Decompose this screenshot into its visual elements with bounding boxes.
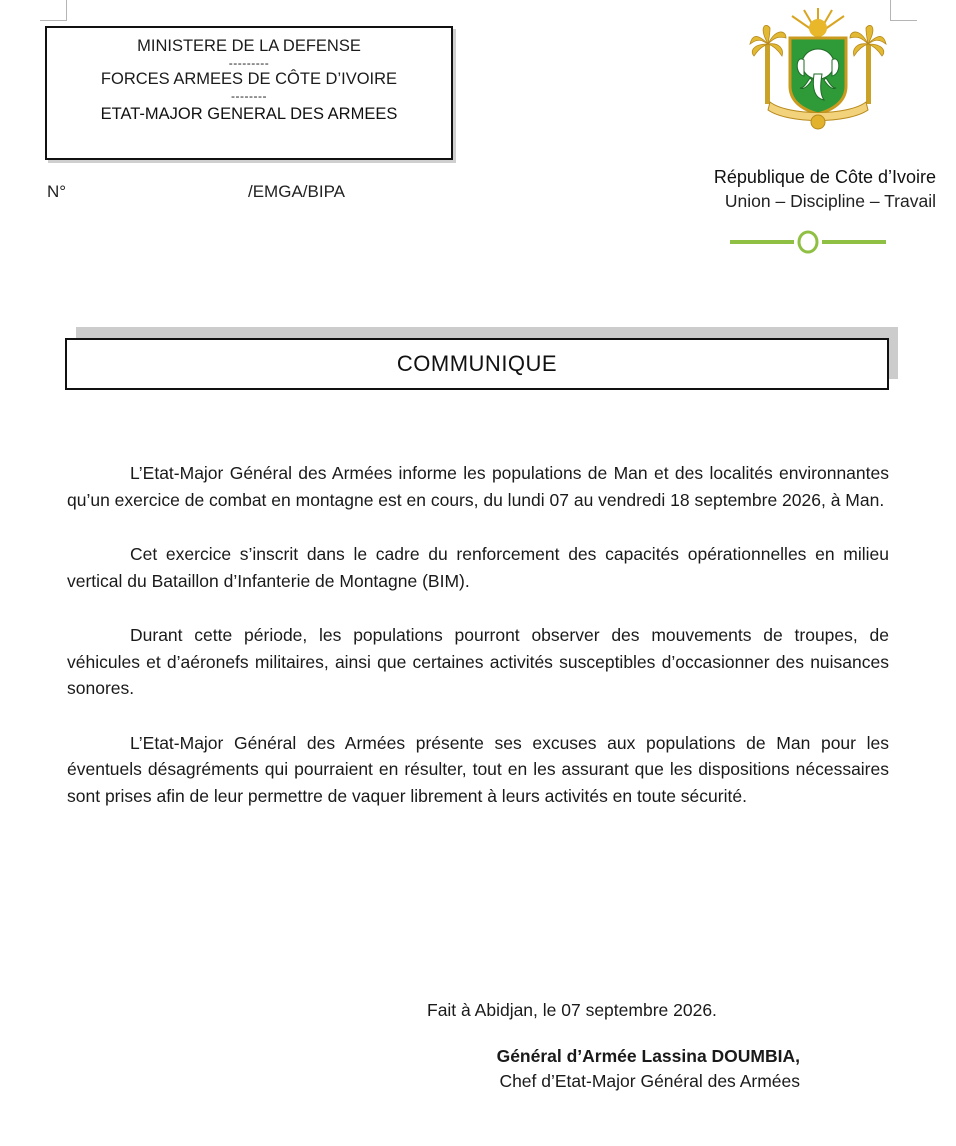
crop-mark-top-right — [890, 0, 917, 21]
reference-code: /EMGA/BIPA — [248, 182, 345, 201]
title-banner — [65, 338, 889, 390]
document-title: COMMUNIQUE — [396, 351, 558, 376]
ministry-name: MINISTERE DE LA DEFENSE — [137, 37, 361, 55]
republic-motto: Union – Discipline – Travail — [724, 191, 936, 211]
reference-number-label: N° — [47, 182, 67, 201]
body-paragraph: L’Etat-Major Général des Armées informe les populations de Man et des localités environnantes qu’un exercice de combat en montagne est en cours, du lundi 07 au vendredi 18 septembre 2026, à Man. — [67, 463, 889, 510]
forces-name: FORCES ARMEES DE CÔTE D’IVOIRE — [100, 70, 398, 88]
republic-heading — [660, 165, 936, 213]
header-separator: -------- — [231, 89, 267, 103]
crop-mark-top-left — [40, 0, 67, 21]
place-and-date: Fait à Abidjan, le 07 septembre 2026. — [427, 1000, 717, 1020]
body-paragraph: Durant cette période, les populations pourront observer des mouvements de troupes, de véhicules et d’aéronefs militaires, ainsi que certaines activités susceptibles d’occasionner des nuisances sonores. — [67, 625, 889, 698]
communique-body — [67, 460, 889, 837]
header-separator: --------- — [228, 56, 270, 70]
signature-block — [440, 1044, 800, 1094]
body-paragraph: Cet exercice s’inscrit dans le cadre du renforcement des capacités opérationnelles en milieu vertical du Bataillon d’Infanterie de Montagne (BIM). — [67, 544, 889, 591]
republic-name: République de Côte d’Ivoire — [713, 167, 936, 187]
body-paragraph: L’Etat-Major Général des Armées présente ses excuses aux populations de Man pour les éventuels désagréments qui pourraient en résulter, tout en les assurant que les dispositions nécessaires sont prises afin de leur permettre de vaquer librement à leurs activités en toute sécurité. — [67, 732, 889, 806]
divider-ornament-icon — [728, 230, 888, 254]
signatory-role: Chef d’Etat-Major Général des Armées — [499, 1071, 800, 1091]
staff-name: ETAT-MAJOR GENERAL DES ARMEES — [100, 105, 398, 123]
signatory-name: Général d’Armée Lassina DOUMBIA, — [496, 1046, 800, 1066]
ministry-header-box — [45, 26, 453, 160]
coat-of-arms-icon — [748, 4, 888, 132]
